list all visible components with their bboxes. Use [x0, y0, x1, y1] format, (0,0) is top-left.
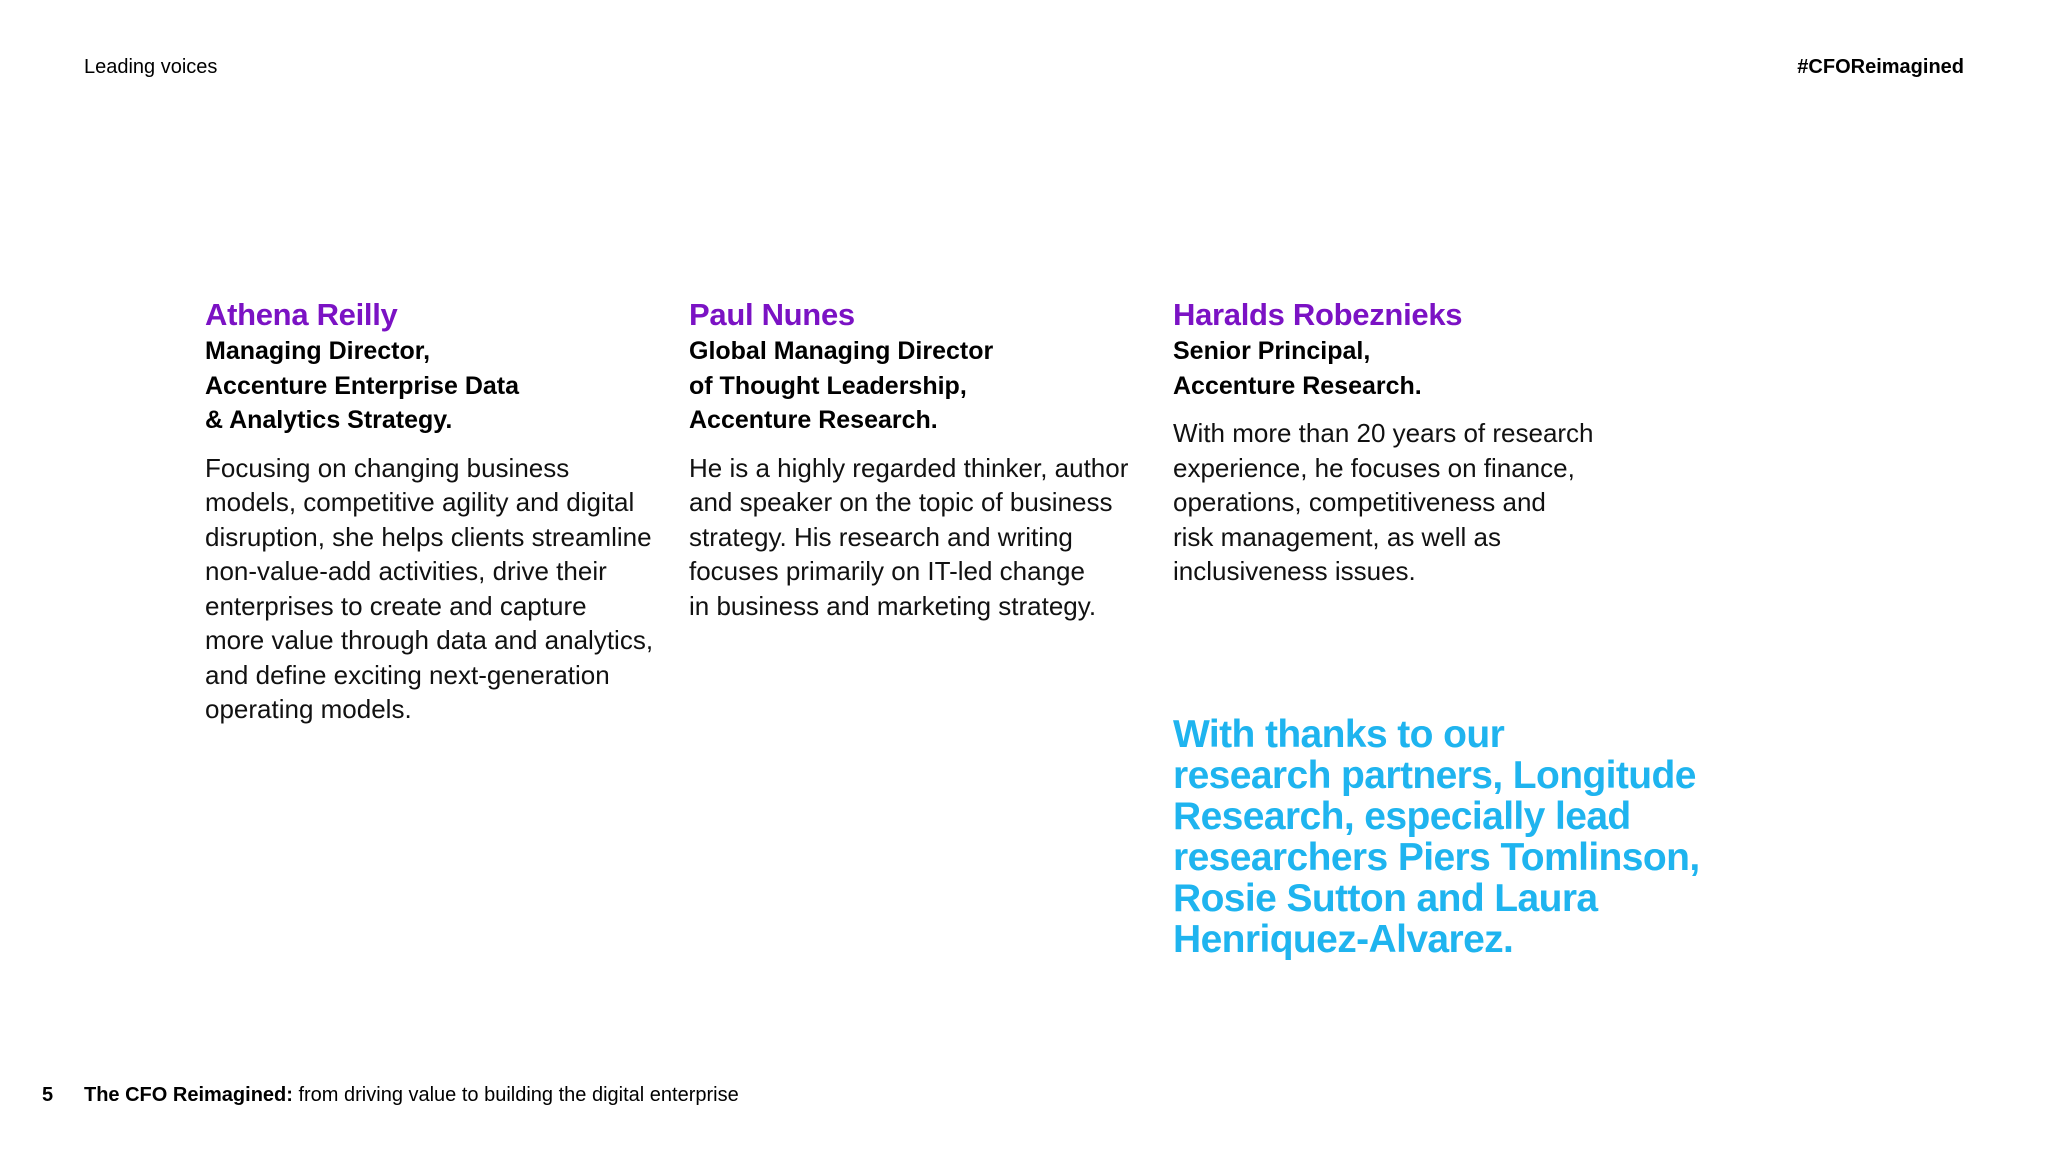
profile-bio: [1173, 416, 1643, 589]
acknowledgement-line: research partners, Longitude: [1173, 754, 1696, 797]
bio-line: With more than 20 years of research: [1173, 418, 1594, 448]
acknowledgement-line: With thanks to our: [1173, 713, 1505, 756]
bio-line: operations, competitiveness and: [1173, 487, 1546, 517]
role-line: of Thought Leadership,: [689, 371, 967, 400]
bio-line: enterprises to create and capture: [205, 590, 587, 621]
bio-line: models, competitive agility and digital: [205, 487, 635, 517]
bio-line: and speaker on the topic of business: [689, 487, 1113, 517]
acknowledgement-text: [1173, 714, 1773, 960]
profile-role: [689, 334, 1159, 438]
hashtag: #CFOReimagined: [1797, 56, 1964, 78]
role-line: Accenture Enterprise Data: [205, 371, 520, 400]
acknowledgement-line: Research, especially lead: [1173, 795, 1631, 838]
section-label: Leading voices: [84, 56, 218, 78]
role-line: Managing Director,: [205, 337, 431, 365]
profile-name: Paul Nunes: [689, 297, 855, 332]
profile-athena-reilly: [205, 296, 675, 727]
acknowledgement-line: Henriquez-Alvarez.: [1173, 918, 1514, 961]
footer-title-bold: The CFO Reimagined:: [84, 1084, 293, 1106]
profile-haralds-robeznieks: [1173, 296, 1643, 589]
bio-line: disruption, she helps clients streamline: [205, 521, 652, 552]
bio-line: and define exciting next-generation: [205, 659, 610, 690]
role-line: Global Managing Director: [689, 337, 994, 365]
role-line: Senior Principal,: [1173, 337, 1371, 365]
profile-paul-nunes: [689, 296, 1159, 623]
bio-line: Focusing on changing business: [205, 452, 570, 483]
bio-line: operating models.: [205, 694, 412, 724]
bio-line: inclusiveness issues.: [1173, 556, 1416, 586]
bio-line: more value through data and analytics,: [205, 625, 654, 655]
page-number: 5: [42, 1084, 54, 1106]
role-line: & Analytics Strategy.: [205, 406, 453, 434]
bio-line: strategy. His research and writing: [689, 521, 1073, 552]
profile-role: [1173, 334, 1643, 403]
bio-line: He is a highly regarded thinker, author: [689, 452, 1129, 483]
bio-line: risk management, as well as: [1173, 521, 1502, 552]
bio-line: focuses primarily on IT-led change: [689, 556, 1085, 586]
profile-role: [205, 334, 675, 438]
profile-name: Haralds Robeznieks: [1173, 297, 1463, 332]
acknowledgement-line: Rosie Sutton and Laura: [1173, 877, 1598, 920]
role-line: Accenture Research.: [1173, 371, 1422, 400]
bio-line: in business and marketing strategy.: [689, 590, 1097, 621]
profile-name: Athena Reilly: [205, 297, 398, 332]
bio-line: non-value-add activities, drive their: [205, 556, 607, 586]
profile-bio: [205, 451, 675, 727]
acknowledgement-line: researchers Piers Tomlinson,: [1173, 836, 1700, 879]
bio-line: experience, he focuses on finance,: [1173, 452, 1575, 483]
footer-title: [84, 1084, 739, 1107]
footer-title-rest: from driving value to building the digital enterprise: [292, 1084, 739, 1106]
role-line: Accenture Research.: [689, 406, 938, 434]
profile-bio: [689, 451, 1159, 624]
